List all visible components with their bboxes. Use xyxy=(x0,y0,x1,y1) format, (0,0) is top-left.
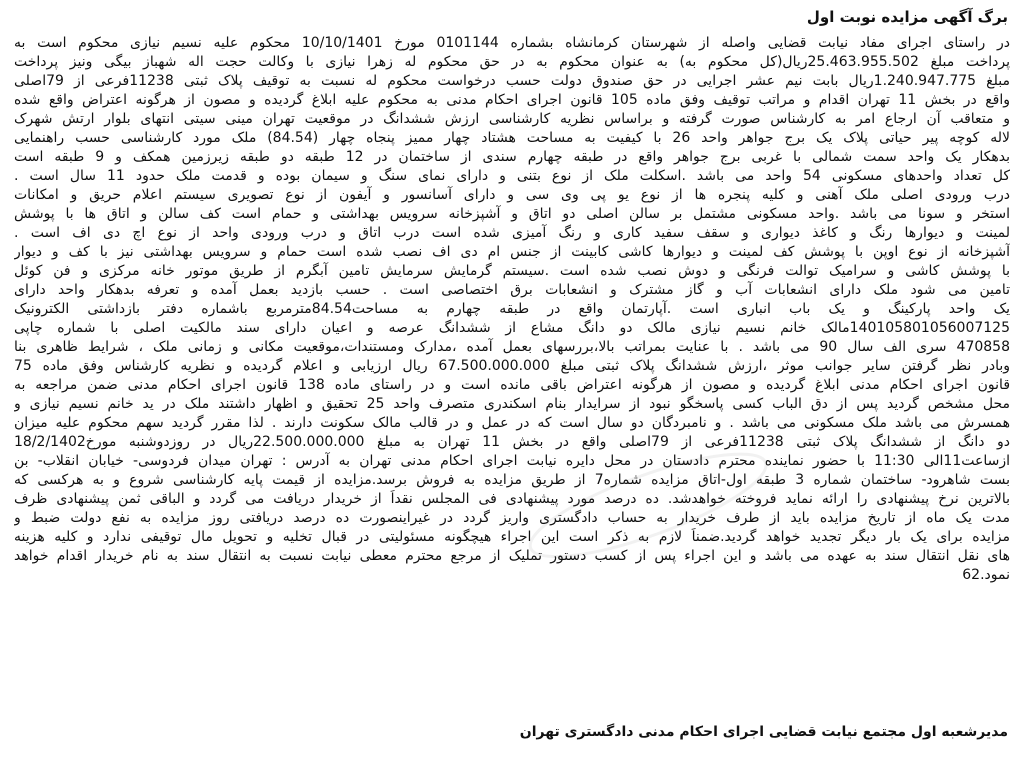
notice-line: های نقل انتقال سند به عهده می باشد و این اجراء پس از کسب دستور تملیک از مرجع محترم معطی نیابت نسبت به انتقال سند به نام خریدار اقدام خواهد xyxy=(14,548,1010,564)
notice-line: بالاترین نرخ پیشنهادی را ارائه نماید فروخته خواهدشد. ده درصد مورد پیشنهادی فی المجلس نقداً از خریدار دریافت می گردد و الباقی ثمن پیشنهادی ظرف xyxy=(14,491,1010,507)
notice-line: مدت یک ماه از تاریخ مزایده باید از طرف خریدار به حساب دادگستری واریز گردد در غیراینصورت ده درصد دریافتی روز مزایده به نفع دولت ضبط و xyxy=(14,510,1010,526)
notice-line: تامین می شود ملک دارای انشعابات آب و گاز مشترک و انشعابات برق اختصاصی است . حسب بازدید بعمل آمده و تعرفه بدهکار واحد دارای xyxy=(14,282,1010,298)
notice-line: لاله کوچه پیر حیاتی پلاک یک برج جواهر واحد 26 با کیفیت به مساحت هشتاد چهار ممیز پنجاه چهار (84.54) ملک مورد کارشناسی حسب راهنمایی xyxy=(14,130,1010,146)
notice-line: قانون اجرای احکام مدنی ابلاغ گردیده و مصون از هرگونه اعتراض باقی مانده است و در راستای ماده 138 قانون اجرای احکام مدنی ضمن مراجعه به xyxy=(14,377,1010,393)
notice-line: ازساعت11الی 11:30 با حضور نماینده محترم دادستان در محل دایره نیابت اجرای احکام مدنی تهران به آدرس : تهران میدان فردوسی- خیابان انقلاب- بن xyxy=(14,453,1010,469)
notice-line: 470858 سری الف سال 90 می باشد . با عنایت بمراتب بالا،بررسهای بعمل آمده ،مدارک ومستندات،موقعیت مکانی و زمانی ملک ، شرایط ظاهری بنا xyxy=(14,339,1010,355)
notice-line: استخر و سونا می باشد .واحد مسکونی مشتمل بر سالن اصلی دو اتاق و آشپزخانه سرویس بهداشتی و حمام است کف سالن و اتاق ها با پوشش xyxy=(14,206,1010,222)
notice-body xyxy=(12,34,1012,585)
notice-line: بست شاهرود- ساختمان شماره 3 طبقه اول-اتاق مزایده شماره7 از طریق مزایده به فروش برسد.مزایده از قیمت پایه کارشناسی شروع و به هرکسی که xyxy=(14,472,1010,488)
notice-signature: مدیرشعبه اول مجتمع نیابت قضایی اجرای احکام مدنی دادگستری تهران xyxy=(519,724,1008,740)
notice-line: دو دانگ از ششدانگ پلاک ثبتی 11238فرعی از 79اصلی واقع در بخش 11 تهران به مبلغ 22.500.000.000ریال در روزدوشنبه مورخ18/2/1402 xyxy=(14,434,1010,450)
notice-line: یک واحد پارکینگ و یک باب انباری است .آپارتمان واقع در طبقه چهارم به مساحت84.54مترمربع باشماره دفتر بازداشتی الکترونیک xyxy=(14,301,1010,317)
notice-line: بدهکار یک واحد سمت شمالی با غربی برج جواهر واقع در طبقه چهارم سندی از ساختمان در 12 طبقه دو طبقه زیرزمین همکف و 9 طبقه است xyxy=(14,149,1010,165)
notice-line: و متعاقب آن ارجاع امر به کارشناس صورت گرفته و براساس نظریه کارشناسی ارزش ششدانگ در موقعیت تهران مینی سیتی انتهای بلوار ارتش شهرک xyxy=(14,111,1010,127)
notice-line: 140105801056007125مالک خانم نسیم نیازی مالک دو دانگ مشاع از ششدانگ عرصه و اعیان دارای سند مالکیت اصلی با شماره چاپی xyxy=(14,320,1010,336)
notice-line: وبادر نظر گرفتن سایر جوانب موثر ،ارزش ششدانگ پلاک ثبتی مبلغ 67.500.000.000 ریال ارزیابی و اعلام گردیده و نظریه کارشناس وفق ماده 75 xyxy=(14,358,1010,374)
notice-line: در راستای اجرای مفاد نیابت قضایی واصله از شهرستان کرمانشاه بشماره 0101144 مورخ 10/10/1401 محکوم علیه نسیم نیازی محکوم است به xyxy=(14,35,1010,51)
notice-line: کل تعداد واحدهای مسکونی 54 واحد می باشد .اسکلت ملک از نوع بتنی و دارای نمای سنگ و سیمان بوده و قدمت ملک حدود 11 سال است . xyxy=(14,168,1010,184)
notice-line: آشپزخانه از نوع اوپن با پوشش کف لمینت و دیوارها کاشی کابینت از جنس ام دی اف نصب شده است حمام و سرویس بهداشتی نیز با کف و دیوار xyxy=(14,244,1010,260)
notice-line: لمینت و دیوارها رنگ و کاغذ دیواری و سقف سفید کاری و رنگ آمیزی شده است درب اتاق و درب ورودی واحد از نوع اچ دی اف است . xyxy=(14,225,1010,241)
notice-line: با پوشش کاشی و سرامیک توالت فرنگی و دوش نصب شده است .سیستم گرمایش سرمایش تامین آبگرم از طریق موتور خانه مرکزی و فن کوئل xyxy=(14,263,1010,279)
notice-line: همسرش می باشد ملک مسکونی می باشد . و نامبردگان دو سال است که در عمل و در قالب مالک سکونت دارند . لذا مقرر گردید سهم محکوم علیه میزان xyxy=(14,415,1010,431)
notice-line: محل مشخص گردید پس از دق الباب کسی پاسخگو نبود از سرایدار بنام اسکندری متصرف واحد 25 تحقیق و اظهار داشتند ملک در ید خانم نسیم نیازی و xyxy=(14,396,1010,412)
notice-line: درب ورودی اصلی ملک آهنی و کلیه پنجره ها از نوع یو پی وی سی و دارای آسانسور و آیفون از نوع تصویری سیستم اعلام حریق و امکانات xyxy=(14,187,1010,203)
notice-line: واقع در بخش 11 تهران اقدام و مراتب توقیف وفق ماده 105 قانون اجرای احکام مدنی به محکوم علیه ابلاغ گردیده و مصون از هرگونه اعتراض واقع شده xyxy=(14,92,1010,108)
notice-line: نمود.62 xyxy=(962,567,1010,583)
notice-line: مبلغ 1.240.947.775ریال بابت نیم عشر اجرایی در حق صندوق دولت حسب درخواست محکوم له نسبت به توقیف پلاک ثبتی 11238فرعی از 79اصلی xyxy=(14,73,1010,89)
notice-line: پرداخت مبلغ 25.463.955.502ریال(کل محکوم به) به عنوان محکوم به در حق محکوم له زهرا نیازی با وکالت حجت اله شهباز بیگی ونیز پرداخت xyxy=(14,54,1010,70)
notice-title: برگ آگهی مزایده نوبت اول xyxy=(806,8,1008,26)
notice-line: مزایده برای یک بار دیگر تجدید خواهد گردید.ضمناً لازم به ذکر است این اجراء هیچگونه مسئولیتی در قبال تخلیه و تحویل مال توقیفی ندارد و کلیه هزینه xyxy=(14,529,1010,545)
